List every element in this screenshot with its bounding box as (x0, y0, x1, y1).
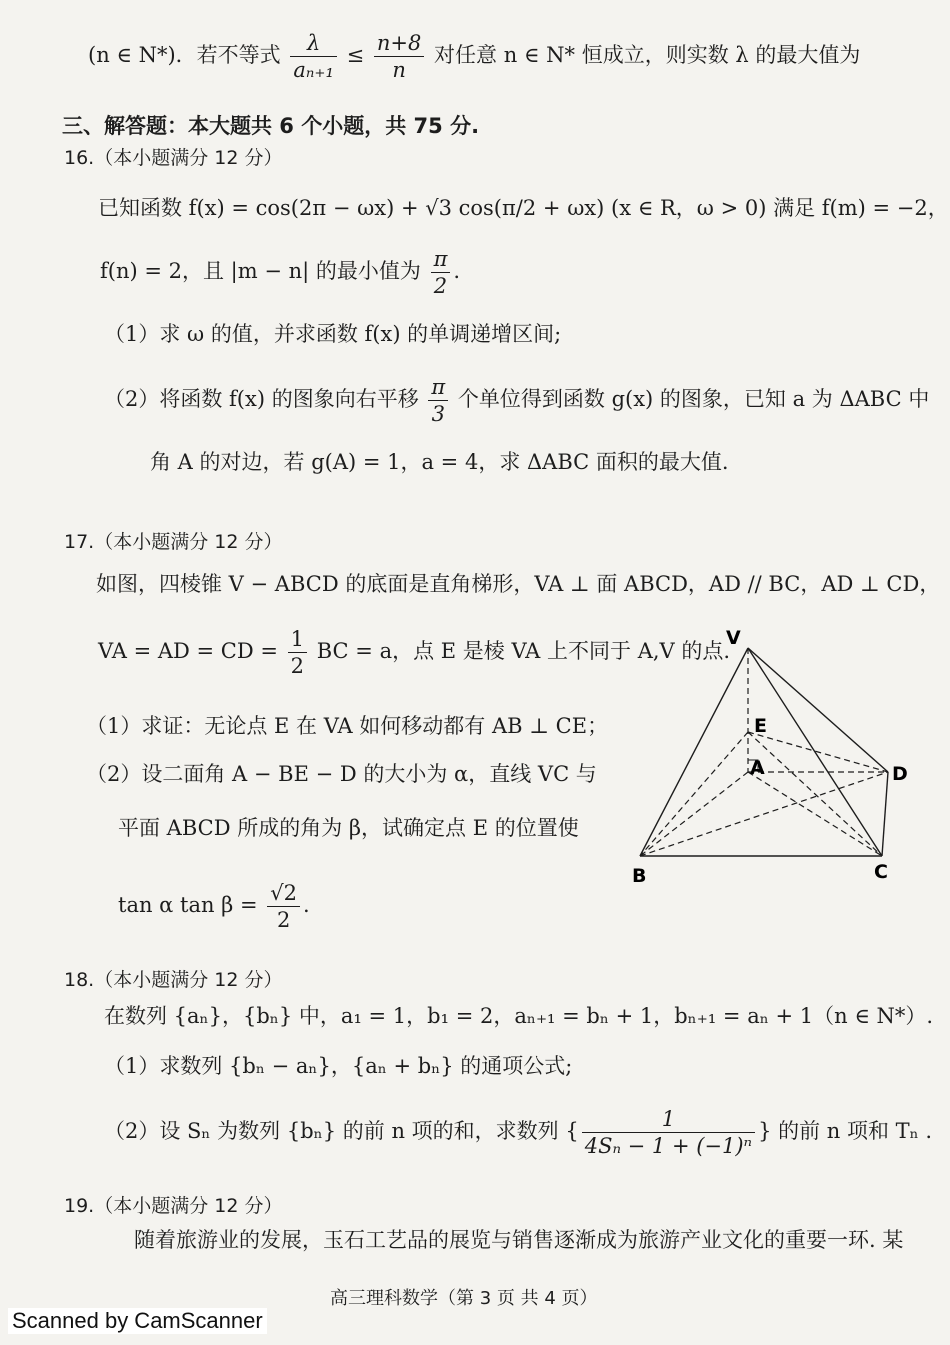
q16-part1: （1）求 ω 的值，并求函数 f(x) 的单调递增区间; (104, 322, 562, 346)
edge-vb (640, 648, 748, 856)
q17-sqrt2-fraction (267, 880, 300, 933)
edge-vd (748, 648, 888, 772)
top-inequality-line (88, 30, 860, 83)
q17-sqrt2-den: 2 (276, 908, 291, 932)
q17-sqrt2-num: √2 (267, 880, 300, 907)
q16-part2 (104, 374, 929, 427)
label-d: D (892, 763, 908, 785)
q16-line2-text: f(n) = 2，且 |m − n| 的最小值为 (100, 259, 421, 283)
label-b: B (632, 865, 647, 887)
label-c: C (874, 861, 888, 883)
label-a: A (750, 757, 765, 779)
q17-part2a: （2）设二面角 A − BE − D 的大小为 α，直线 VC 与 (86, 762, 597, 786)
edge-ec (748, 732, 882, 856)
edge-vc (748, 648, 882, 856)
q17-line2-text-b: BC = a，点 E 是棱 VA 上不同于 A,V 的点. (316, 639, 731, 663)
q17-half-num: 1 (288, 626, 307, 653)
edge-cd (882, 772, 888, 856)
q17-tan-product: tan α tan β = (118, 893, 258, 917)
n8-fraction-den: n (392, 58, 406, 82)
q19-line1: 随着旅游业的发展，玉石工艺品的展览与销售逐渐成为旅游产业文化的重要一环. 某 (134, 1228, 904, 1252)
lambda-fraction (290, 30, 337, 83)
q16-title: 16.（本小题满分 12 分） (64, 147, 283, 169)
q17-part1: （1）求证：无论点 E 在 VA 如何移动都有 AB ⊥ CE； (86, 714, 609, 738)
q18-title: 18.（本小题满分 12 分） (64, 969, 283, 991)
top-line-text-2: 对任意 n ∈ N* 恒成立，则实数 λ 的最大值为 (434, 43, 861, 67)
lambda-fraction-den: aₙ₊₁ (293, 58, 334, 82)
q16-pi-half-fraction (431, 246, 451, 299)
edge-ed (748, 732, 888, 772)
q16-part2-cont: 角 A 的对边，若 g(A) = 1，a = 4，求 ΔABC 面积的最大值. (150, 450, 729, 474)
label-v: V (726, 627, 741, 649)
q16-line1: 已知函数 f(x) = cos(2π − ωx) + √3 cos(π/2 + ωx) (x ∈ R，ω > 0) 满足 f(m) = −2， (98, 196, 949, 220)
q17-part2c-end: . (303, 893, 310, 917)
q16-pi-half-num: π (431, 246, 451, 273)
q17-half-fraction (288, 626, 307, 679)
q18-part2-text-a: （2）设 Sₙ 为数列 {bₙ} 的前 n 项的和，求数列 { (104, 1119, 579, 1143)
q16-line2 (100, 246, 460, 299)
q17-part2c (118, 880, 310, 933)
lambda-fraction-num: λ (290, 30, 337, 57)
q17-half-den: 2 (290, 654, 305, 678)
q16-pi-third-den: 3 (431, 402, 445, 426)
q19-title: 19.（本小题满分 12 分） (64, 1195, 283, 1217)
q18-line1: 在数列 {aₙ}，{bₙ} 中，a₁ = 1，b₁ = 2，aₙ₊₁ = bₙ + 1，bₙ₊₁ = aₙ + 1（n ∈ N*）. (104, 1004, 934, 1028)
q16-pi-third-num: π (428, 374, 448, 401)
top-line-text-1: (n ∈ N*)．若不等式 (88, 43, 281, 67)
q18-sum-fraction (582, 1106, 755, 1159)
leq-sign: ≤ (339, 43, 371, 67)
n8-fraction-num: n+8 (374, 30, 424, 57)
q18-part2 (104, 1106, 932, 1159)
edge-ac (748, 772, 882, 856)
q16-part2-text-b: 个单位得到函数 g(x) 的图象，已知 a 为 ΔABC 中 (457, 387, 930, 411)
q16-part2-text-a: （2）将函数 f(x) 的图象向右平移 (104, 387, 419, 411)
label-e: E (754, 715, 767, 737)
q16-line2-end: . (453, 259, 461, 283)
n8-fraction (374, 30, 424, 83)
q17-line1: 如图，四棱锥 V − ABCD 的底面是直角梯形，VA ⊥ 面 ABCD，AD // BC，AD ⊥ CD， (96, 572, 941, 596)
pyramid-figure (620, 620, 910, 890)
q18-part2-text-b: } 的前 n 项和 Tₙ . (758, 1119, 933, 1143)
q18-part1: （1）求数列 {bₙ − aₙ}，{aₙ + bₙ} 的通项公式; (104, 1054, 573, 1078)
q17-line2-text-a: VA = AD = CD = (98, 639, 278, 663)
page-footer: 高三理科数学（第 3 页 共 4 页） (330, 1288, 598, 1309)
q17-part2b: 平面 ABCD 所成的角为 β，试确定点 E 的位置使 (118, 816, 579, 840)
q17-title: 17.（本小题满分 12 分） (64, 531, 283, 553)
scanner-watermark: Scanned by CamScanner (8, 1308, 267, 1334)
q18-sum-num: 1 (582, 1106, 755, 1133)
q18-sum-den: 4Sₙ − 1 + (−1)ⁿ (584, 1134, 753, 1158)
q16-pi-third-fraction (428, 374, 448, 427)
edge-ab (640, 772, 748, 856)
section-heading: 三、解答题：本大题共 6 个小题，共 75 分. (62, 114, 480, 138)
q16-pi-half-den: 2 (433, 274, 448, 298)
